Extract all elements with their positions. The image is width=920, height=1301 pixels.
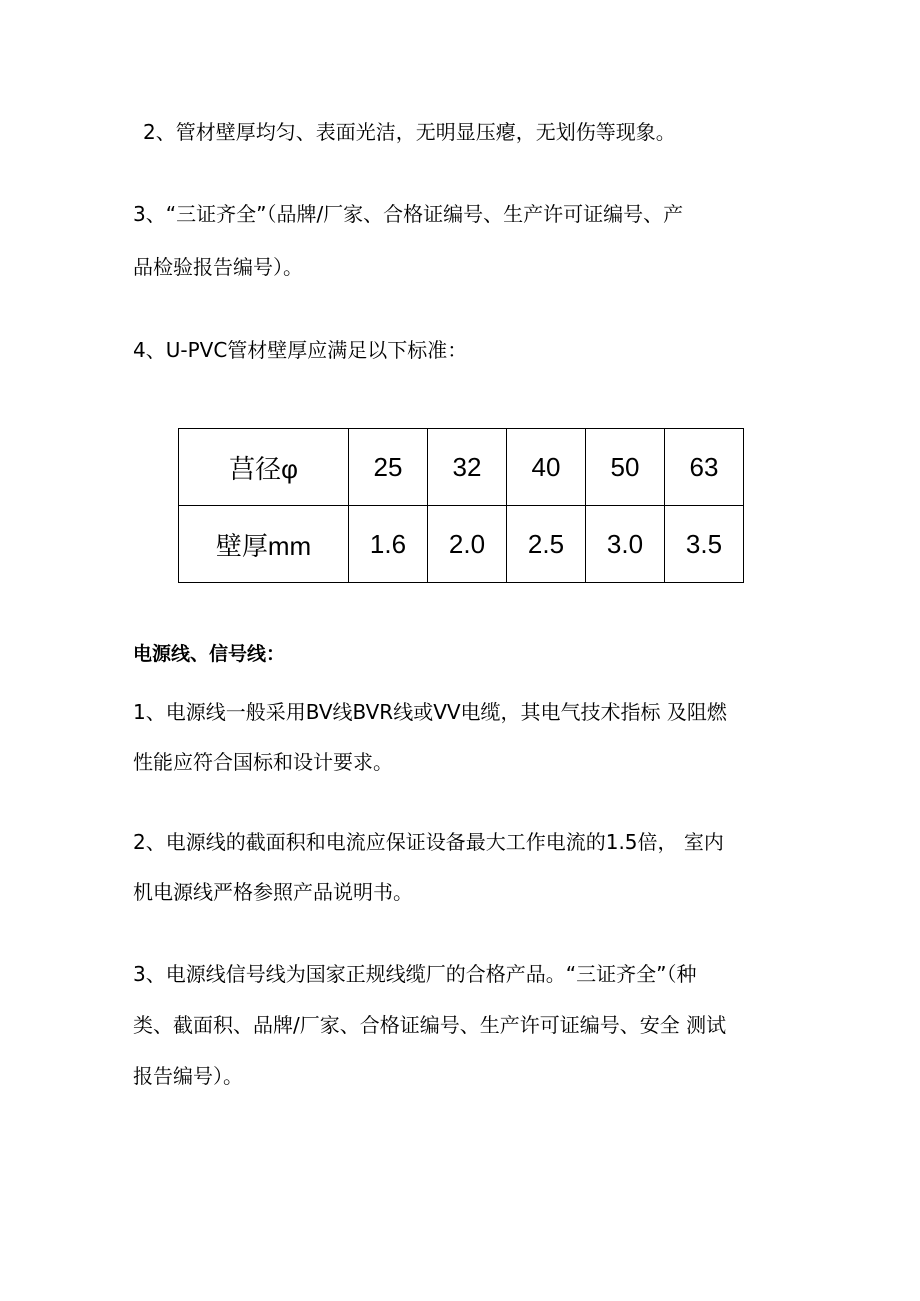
wall-thickness-table <box>178 428 744 583</box>
section-item-2-line-1: 2、电源线的截面积和电流应保证设备最大工作电流的1.5倍， 室内 <box>133 830 724 854</box>
table-cell: 25 <box>349 429 428 506</box>
section-item-1-line-2: 性能应符合国标和设计要求。 <box>133 750 393 774</box>
table-cell: 40 <box>507 429 586 506</box>
section-item-3-line-1: 3、电源线信号线为国家正规线缆厂的合格产品。“三证齐全”（种 <box>133 962 697 986</box>
section-item-1-line-1: 1、电源线一般采用BV线BVR线或VV电缆，其电气技术指标 及阻燃 <box>133 700 727 724</box>
table-cell: 3.0 <box>586 506 665 583</box>
section-item-3-line-2: 类、截面积、品牌/厂家、合格证编号、生产许可证编号、安全 测试 <box>133 1013 727 1037</box>
table-row <box>179 506 744 583</box>
table-row-header-thickness: 壁厚mm <box>179 506 349 583</box>
table-cell: 2.0 <box>428 506 507 583</box>
section-heading-power-signal: 电源线、信号线： <box>133 643 286 665</box>
paragraph-3-line-1: 3、“三证齐全”（品牌/厂家、合格证编号、生产许可证编号、产 <box>133 202 684 226</box>
table-cell: 3.5 <box>665 506 744 583</box>
table-row <box>179 429 744 506</box>
table-cell: 2.5 <box>507 506 586 583</box>
paragraph-4-line-1: 4、U-PVC管材壁厚应满足以下标准： <box>133 338 468 362</box>
section-item-3-line-3: 报告编号）。 <box>133 1064 243 1088</box>
section-item-2-line-2: 机电源线严格参照产品说明书。 <box>133 880 413 904</box>
table-cell: 1.6 <box>349 506 428 583</box>
table-cell: 50 <box>586 429 665 506</box>
table-cell: 32 <box>428 429 507 506</box>
table-cell: 63 <box>665 429 744 506</box>
paragraph-2-line-1: 2、管材壁厚均匀、表面光洁，无明显压瘪，无划伤等现象。 <box>143 120 676 144</box>
table-row-header-diameter: 莒径φ <box>179 429 349 506</box>
paragraph-3-line-2: 品检验报告编号）。 <box>133 255 303 279</box>
